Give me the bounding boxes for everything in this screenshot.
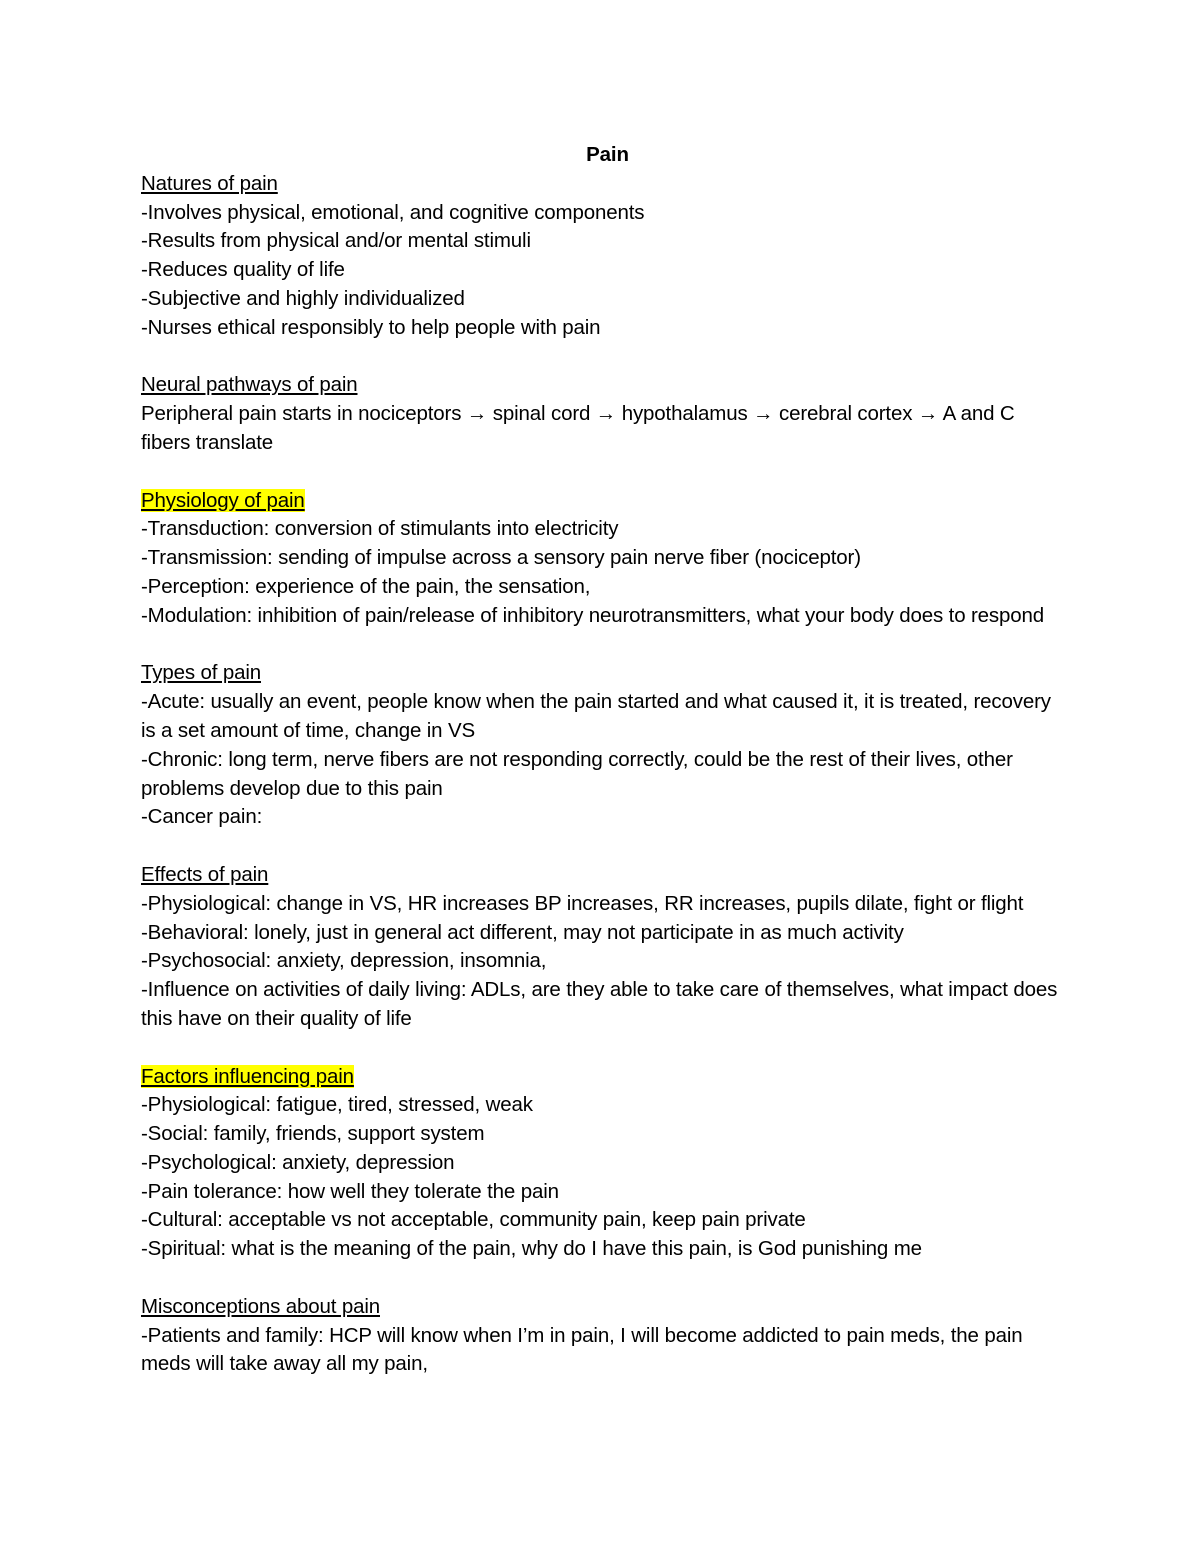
section-heading (141, 1293, 1066, 1322)
text-line: -Subjective and highly individualized (141, 286, 465, 310)
text-line: -Cultural: acceptable vs not acceptable, community pain, keep pain private (141, 1208, 806, 1232)
text-line: -Transmission: sending of impulse across a sensory pain nerve fiber (nociceptor) (141, 546, 861, 570)
section (141, 487, 1066, 631)
text-line: -Perception: experience of the pain, the sensation, (141, 574, 591, 598)
text-line: -Physiological: change in VS, HR increases BP increases, RR increases, pupils dilate, fight or flight (141, 891, 1024, 915)
section-heading-text: Neural pathways of pain (141, 373, 358, 397)
section-heading-text: Types of pain (141, 661, 261, 685)
text-line: -Psychological: anxiety, depression (141, 1150, 455, 1174)
section-heading (141, 371, 1066, 400)
section-heading-text: Natures of pain (141, 171, 278, 195)
section-heading (141, 1063, 1066, 1092)
text-line: -Chronic: long term, nerve fibers are not responding correctly, could be the rest of their lives, other problems develop due to this pain (141, 747, 1013, 800)
document-title: Pain (586, 143, 629, 166)
text-line: -Pain tolerance: how well they tolerate the pain (141, 1179, 559, 1203)
sections-container (141, 170, 1066, 1379)
text-line: -Nurses ethical responsibly to help people with pain (141, 315, 601, 339)
document-page (141, 141, 1066, 1408)
section-heading (141, 659, 1066, 688)
section (141, 170, 1066, 343)
text-line: -Reduces quality of life (141, 258, 345, 282)
text-line: -Cancer pain: (141, 805, 263, 829)
section (141, 1063, 1066, 1265)
text-line: -Psychosocial: anxiety, depression, insomnia, (141, 949, 547, 973)
section (141, 861, 1066, 1034)
text-line: -Physiological: fatigue, tired, stressed, weak (141, 1093, 533, 1117)
text-line: -Modulation: inhibition of pain/release of inhibitory neurotransmitters, what your body does to respond (141, 603, 1045, 627)
section (141, 1293, 1066, 1379)
section (141, 371, 1066, 457)
text-line: -Social: family, friends, support system (141, 1122, 485, 1146)
text-line: -Acute: usually an event, people know when the pain started and what caused it, it is treated, recovery is a set amount of time, change in VS (141, 690, 1051, 742)
text-line: -Results from physical and/or mental stimuli (141, 229, 531, 253)
section-heading-text: Factors influencing pain (141, 1064, 354, 1088)
text-line: -Influence on activities of daily living: ADLs, are they able to take care of themselves, what impact does this have on their quality of life (141, 978, 1058, 1030)
text-line: -Involves physical, emotional, and cognitive components (141, 200, 645, 224)
section-heading-text: Effects of pain (141, 862, 269, 886)
text-line: -Patients and family: HCP will know when I’m in pain, I will become addicted to pain meds, the pain meds will take away all my pain, (141, 1323, 1023, 1376)
section (141, 659, 1066, 832)
text-line: -Behavioral: lonely, just in general act different, may not participate in as much activity (141, 920, 904, 944)
section-heading (141, 487, 1066, 516)
section-heading-text: Misconceptions about pain (141, 1294, 380, 1318)
section-heading (141, 861, 1066, 890)
text-line: -Spiritual: what is the meaning of the pain, why do I have this pain, is God punishing me (141, 1237, 922, 1261)
section-heading-text: Physiology of pain (141, 488, 305, 512)
text-line: Peripheral pain starts in nociceptors → spinal cord → hypothalamus → cerebral cortex → A and C fibers translate (141, 402, 1015, 454)
section-heading (141, 170, 1066, 199)
text-line: -Transduction: conversion of stimulants into electricity (141, 517, 619, 541)
